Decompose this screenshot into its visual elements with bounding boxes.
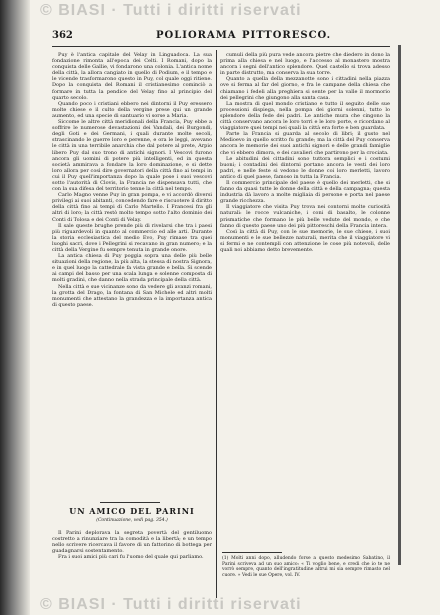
paragraph: Il viaggiatore che visita Puy trova nei contorni molte curiosità naturali: le rocce vulcaniche, i coni di basalto, le colonne prismatiche che formano le più belle vedute del mondo, e che fanno di questo paese uno dei più pittoreschi della Francia intera. [220, 204, 390, 229]
section-divider [100, 502, 160, 503]
paragraph: Così la città di Puy, con le sue memorie, le sue chiese, i suoi monumenti e le sue bellezze naturali, merita che il viaggiatore vi si fermi e ne contempli con attenzione le cose più notevoli, delle quali noi abbiamo detto brevemente. [220, 228, 390, 253]
paragraph: Quanto a quella della mezzanotte sono i cittadini nella piazza ove si ferma al far del giorno, e fra le campane della chiesa che chiamano i fedeli alla preghiera si sente per la valle il mormorio dei pellegrini che giungono alla santa casa. [220, 76, 390, 101]
paragraph: La mostra di quel mondo cristiano e tutto il seguito delle sue processioni dispiega, nella pompa dei giorni solenni, tutto lo splendore della fede dei padri. Le antiche mura che cingono la città conservano ancora le loro torri e le loro porte, e ricordano al viaggiatore quei tempi nei quali la città era forte e ben guardata. [220, 100, 390, 132]
page-number: 362 [52, 30, 73, 41]
header-title-left: POLIORAMA [156, 30, 237, 41]
section-title: UN AMICO DEL PARINI [69, 506, 195, 516]
binding-shadow [0, 0, 30, 615]
paragraph: La antica chiesa di Puy poggia sopra una delle più belle situazioni della regione, la più alta, la stessa di nostra Signora, e in quel luogo la cattedrale fa vista grande e bella. Si scende ai campi del basso per una scala lunga e solenne composta di molti gradini, che danno nella strada principale della città. [52, 253, 212, 284]
paragraph: Parte la Francia si guarda al secolo di libri; il gusto nel Medioevo in quello scritto fu grande; ma la città del Puy conserva ancora le memorie dei suoi antichi signori e delle grandi famiglie che vi ebbero dimora, e dei cavalieri che partirono per la crociata. [220, 131, 390, 156]
header-title-right: PITTORESCO. [242, 30, 332, 41]
paragraph: Fra i suoi amici più cari fu l'uomo del quale qui parliamo. [58, 554, 204, 561]
column-divider [216, 50, 217, 598]
header-rule [52, 46, 390, 47]
paragraph: Quando poco i cristiani ebbero nei dintorni il Puy eressero molte chiese e il culto della vergine prese qui un grande aumento, ed una specie di santuario vi sorse a Maria. [52, 100, 212, 119]
footnote-rule [222, 552, 282, 553]
paragraph: Puy è l'antica capitale del Velay in Linguadoca. La sua fondazione rimonta all'epoca dei Celti. I Romani, dopo la conquista delle Gallie, vi fondarono una colonia. L'antica nome della città, la allora cangiato in quello di Podium, e il tempo e le vicende trasformarono questo in Puy, col quale oggi ritiene. Dopo la conquista del Romani il cristianesimo cominciò a formare in tutta la pendice del Velay fino al principio del quarto secolo. [52, 52, 212, 101]
left-column-continued [52, 530, 212, 570]
section-subtitle: (Continuazione, vedi pag. 354.) [96, 518, 168, 523]
page-edge-stripe [398, 45, 401, 565]
paragraph: Siccome le altre città meridionali della Francia, Puy ebbe a soffrire le numerose devastazioni dei Vandali, dei Burgondi, degli Goti e dei Germani, i quali durante molte secoli, strascinando le guerre loro e perenne, e ora le leggi, avevano le città in una terribile anarchia che dal potere al prete, Arpio libero Puy dal suo trono di antichi signori. I Vescovi furono ancora gli uomini di potere più intelligenti, ed in questa società ammirava a fondare la loro dominazione, e si dette loro allora per così dire governatori della città fino ai tempi in cui il Puy quell'importanza dopo la quale pose i suoi vescovi sotto l'autorità di Clovis, la Francia ne dispensava tutti, che con la sua difesa del territorio tenne la città nel tempo. [52, 119, 212, 193]
watermark-bottom: © BIASI · Tutti i diritti riservati [40, 596, 302, 613]
paragraph: Carlo Magno venne Puy in gran pompa, e vi accordò diversi privilegi ai suoi abitanti, concedendo fare e riscuotere il diritto della città fino ai tempi di Carlo Martello. I Francesi fra gli altri di loro; la città restò molto tempo sotto l'alto dominio dei Conti di Tolosa e dei Conti di Velay. [52, 192, 212, 223]
watermark-top: © BIASI · Tutti i diritti riservati [40, 2, 302, 19]
right-column [220, 52, 390, 552]
paragraph: Il commercio principale del paese è quello dei merletti, che si fanno da quasi tutte le donne della città e della campagna; questa industria dà lavoro a molte migliaia di persone e porta nel paese grande ricchezza. [220, 179, 390, 205]
paragraph: Il sale queste brughe prende più di rivelarsi che tra i paesi più riguardevoli in quanto al commercio ed alle arti. Durante la storia ecclesiastica del medio Evo, Puy rimase tra quei luoghi sacri, dove i Pellegrini si recavano in gran numero; e la città della Vergine fu sempre tenuta in grande onore. [52, 222, 212, 253]
left-column [52, 52, 212, 502]
paragraph: cumuli della più pura vede ancora pietre che diedero in dono la prima alla chiesa e nel luogo, e l'accesso al monastero mostra ancora i segni dell'antico splendore. Quel castello si trova adesso in parte distrutto, ma conserva la sua torre. [220, 52, 390, 77]
paragraph: Le abitudini dei cittadini sono tuttora semplici e i costumi buoni; i contadini dei dintorni portano ancora le vesti dei loro padri, e nelle feste si vedono le donne coi loro merletti, lavoro antico di quel paese, famoso in tutta la Francia. [220, 155, 390, 180]
paragraph: Nella città e sue vicinanze sono da vedere gli avanzi romani, la grotta del Drago, la fontana di San Michele ed altri molti monumenti che attestano la grandezza e la importanza antica di questo paese. [52, 283, 212, 308]
paragraph: Il Parini deplorava la segreta povertà del gentiluomo costretto a rinunziare tra la comodità e la libertà; e un tempo nello scrivere ricercava il favore di un fattorino di bottega per guadagnarsi sostentamento. [52, 530, 212, 555]
footnote: (1) Molti anni dopo, alludendo forse a questo medesimo Sabatino, il Parini scriveva ad un suo amico: « Ti voglio bene, e credi che io te ne vorrò sempre, quanto dell'ingratitudine altrui mi sia sempre rimasto nel cuore. » Vedi le sue Opere, vol. IV. [222, 556, 390, 578]
page-header [52, 28, 392, 46]
